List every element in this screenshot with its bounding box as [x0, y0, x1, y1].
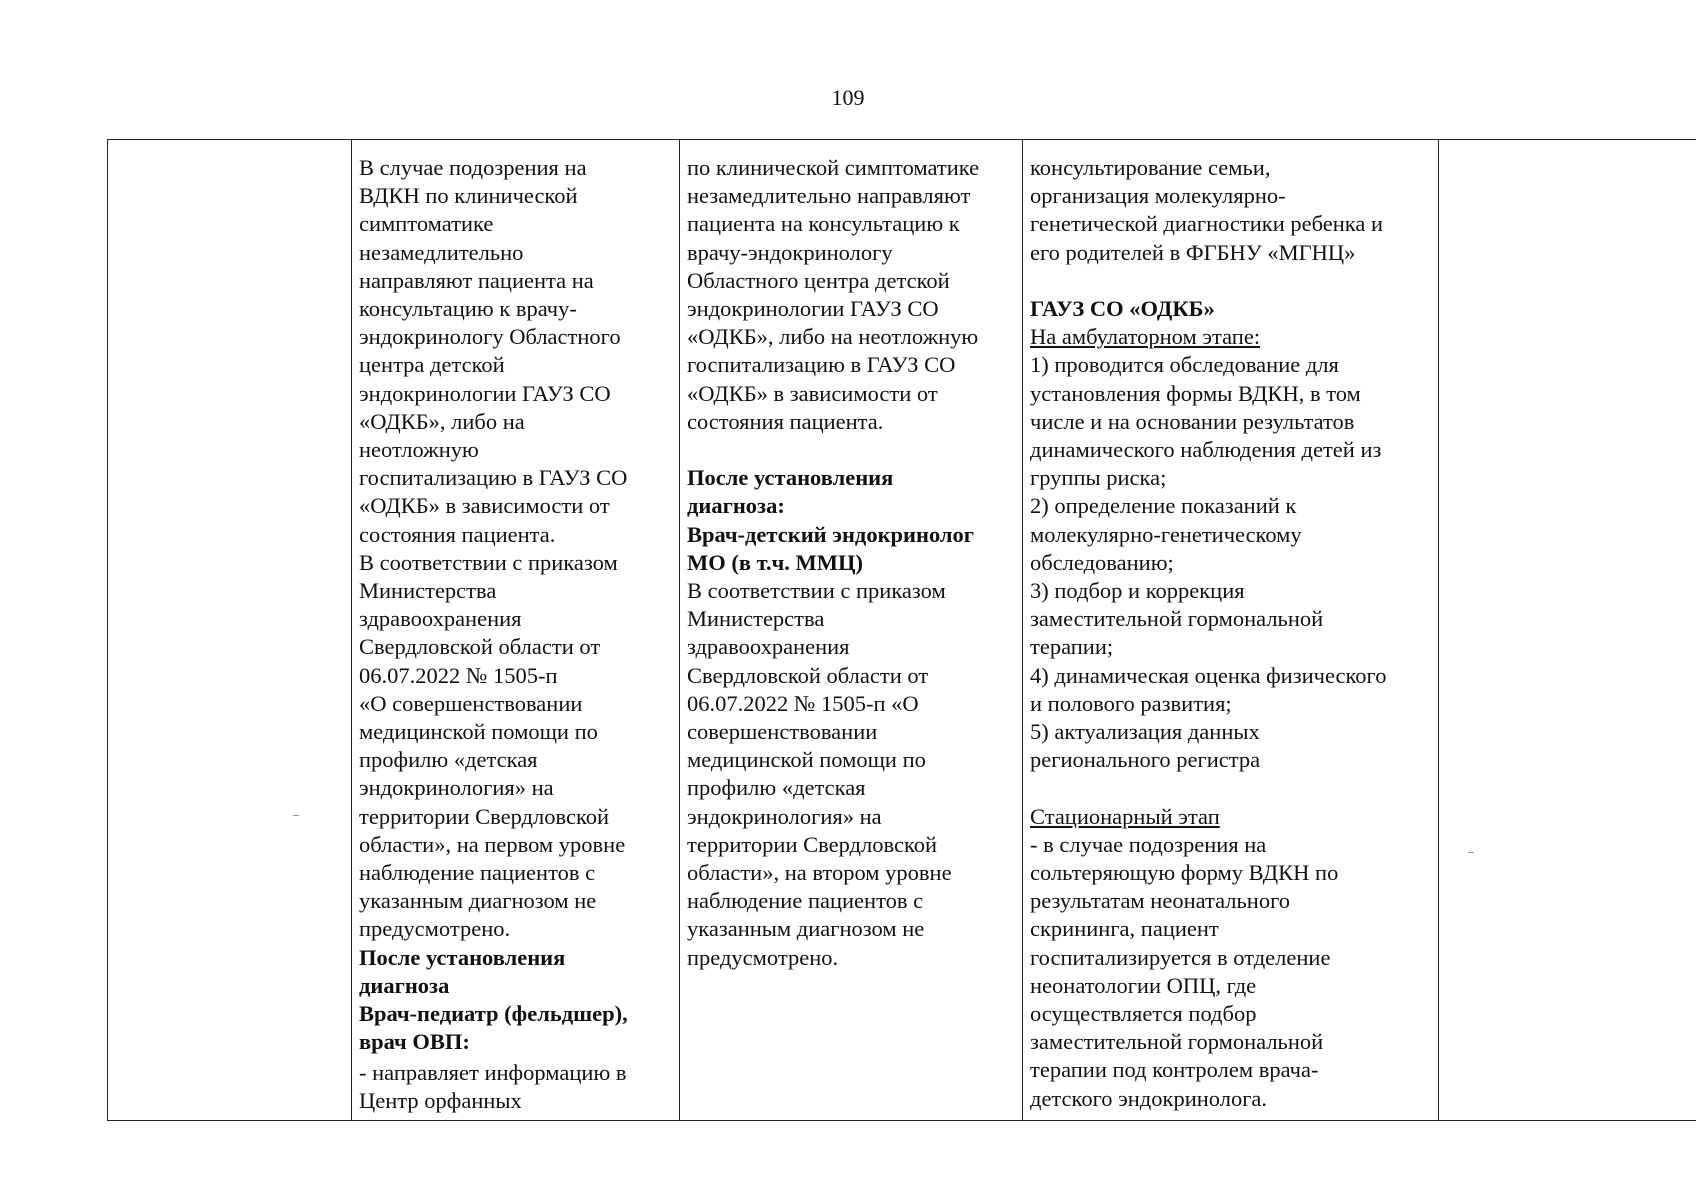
text-line: здравоохранения [687, 634, 850, 660]
text-line: незамедлительно [359, 239, 524, 265]
text-line: В случае подозрения на [359, 155, 587, 180]
text-line: генетической диагностики ребенка и [1030, 211, 1384, 237]
text-line: врачу-эндокринологу [687, 239, 893, 265]
list-item: установления формы ВДКН, в том [1030, 380, 1361, 406]
paragraph-gap [1030, 267, 1432, 295]
bold-line: После установления [359, 944, 566, 970]
text-line: наблюдение пациентов с [687, 888, 924, 914]
content-table [107, 139, 1696, 1121]
text-line: эндокринология» на [687, 803, 882, 829]
text-line: осуществляется подбор [1030, 1001, 1257, 1027]
cell-level-two [680, 140, 1023, 1121]
text-line: «О совершенствовании [359, 690, 583, 716]
text-line: территории Свердловской [359, 803, 610, 829]
text-line: области», на первом уровне [359, 831, 626, 857]
text-line: скрининга, пациент [1030, 916, 1219, 942]
text-line: состояния пациента. [687, 408, 884, 434]
text-line: «ОДКБ», либо на неотложную [687, 324, 979, 350]
text-line: наблюдение пациентов с [359, 860, 596, 886]
list-item: терапии; [1030, 634, 1114, 660]
bold-line: диагноза: [687, 493, 785, 519]
text-line: здравоохранения [359, 606, 522, 632]
list-item: молекулярно-генетическому [1030, 521, 1302, 547]
text-line: В соответствии с приказом [687, 578, 946, 604]
list-item: 1) проводится обследование для [1030, 352, 1339, 378]
text-line: медицинской помощи по [687, 747, 926, 773]
list-item: обследованию; [1030, 549, 1174, 575]
text-line: эндокринология» на [359, 775, 554, 801]
text-line: детского эндокринолога. [1030, 1085, 1268, 1111]
text-line: указанным диагнозом не [359, 888, 597, 914]
list-item: 5) актуализация данных [1030, 719, 1260, 745]
text-line: госпитализируется в отделение [1030, 944, 1331, 970]
text-line: «ОДКБ» в зависимости от [687, 380, 938, 406]
text-line: эндокринологии ГАУЗ СО [359, 380, 611, 406]
text-line: Министерства [687, 606, 825, 632]
list-item: группы риска; [1030, 465, 1167, 491]
text-line: консультирование семьи, [1030, 155, 1271, 180]
paragraph-gap [687, 436, 1016, 464]
text-line: незамедлительно направляют [687, 183, 971, 209]
text-line: пациента на консультацию к [687, 211, 960, 237]
bold-line: врач ОВП: [359, 1029, 470, 1055]
odkb-intro-text [1030, 154, 1432, 267]
list-item: 4) динамическая оценка физического [1030, 662, 1387, 688]
text-line: профилю «детская [687, 775, 866, 801]
bold-line: диагноза [359, 972, 450, 998]
text-line: медицинской помощи по [359, 719, 598, 745]
level-two-after-diagnosis-heading [687, 464, 1016, 577]
text-line: результатам неонатального [1030, 888, 1291, 914]
text-line: центра детской [359, 352, 505, 378]
text-line: госпитализацию в ГАУЗ СО [687, 352, 956, 378]
text-line: по клинической симптоматике [687, 155, 980, 180]
text-line: предусмотрено. [359, 916, 511, 942]
list-item: динамического наблюдения детей из [1030, 437, 1382, 463]
text-line: ВДКН по клинической [359, 183, 578, 209]
text-line: Областного центра детской [687, 267, 950, 293]
text-line: предусмотрено. [687, 944, 839, 970]
text-line: 06.07.2022 № 1505-п «О [687, 690, 919, 716]
text-line: - в случае подозрения на [1030, 831, 1267, 857]
level-two-tail-text [687, 577, 1016, 972]
text-line: 06.07.2022 № 1505-п [359, 662, 558, 688]
text-line: госпитализацию в ГАУЗ СО [359, 465, 628, 491]
text-line: Свердловской области от [359, 634, 601, 660]
text-line: «ОДКБ» в зависимости от [359, 493, 610, 519]
text-line: заместительной гормональной [1030, 1029, 1324, 1055]
text-line: консультацию к врачу- [359, 296, 577, 322]
ambulatory-list [1030, 351, 1432, 774]
text-line: - направляет информацию в [359, 1059, 627, 1085]
table-row [108, 140, 1696, 1121]
level-one-tail-text [359, 1059, 673, 1115]
inpatient-text [1030, 831, 1432, 1113]
list-item: 2) определение показаний к [1030, 493, 1297, 519]
text-line: эндокринологии ГАУЗ СО [687, 296, 939, 322]
bold-line: После установления [687, 465, 894, 491]
text-line: направляют пациента на [359, 267, 594, 293]
bold-line: Врач-педиатр (фельдшер), [359, 1001, 628, 1027]
level-one-after-diagnosis-heading [359, 944, 673, 1057]
bold-line: Врач-детский эндокринолог [687, 521, 975, 547]
text-line: профилю «детская [359, 747, 538, 773]
list-item: регионального регистра [1030, 747, 1261, 773]
text-line: Министерства [359, 578, 497, 604]
text-line: терапии под контролем врача- [1030, 1057, 1319, 1083]
text-line: эндокринологу Областного [359, 324, 621, 350]
list-item: 3) подбор и коррекция [1030, 578, 1245, 604]
page-number: 109 [831, 85, 865, 110]
text-line: области», на втором уровне [687, 860, 952, 886]
text-line: «ОДКБ», либо на [359, 408, 525, 434]
text-line: Центр орфанных [359, 1087, 522, 1113]
level-one-text [359, 154, 673, 944]
paragraph-gap [1030, 774, 1432, 802]
cell-empty-1 [108, 140, 352, 1121]
text-line: неонатологии ОПЦ, где [1030, 972, 1257, 998]
list-item: и полового развития; [1030, 690, 1232, 716]
text-line: сольтеряющую форму ВДКН по [1030, 860, 1339, 886]
org-title: ГАУЗ СО «ОДКБ» [1030, 296, 1215, 321]
text-line: территории Свердловской [687, 831, 938, 857]
text-line: совершенствовании [687, 719, 878, 745]
cell-odkb [1023, 140, 1439, 1121]
text-line: указанным диагнозом не [687, 916, 925, 942]
text-line: его родителей в ФГБНУ «МГНЦ» [1030, 239, 1356, 265]
text-line: В соответствии с приказом [359, 549, 618, 575]
text-line: организация молекулярно- [1030, 183, 1286, 209]
text-line: симптоматике [359, 211, 494, 237]
text-line: состояния пациента. [359, 521, 556, 547]
bold-line: МО (в т.ч. ММЦ) [687, 549, 864, 575]
text-line: Свердловской области от [687, 662, 929, 688]
list-item: числе и на основании результатов [1030, 408, 1355, 434]
cell-level-one [352, 140, 680, 1121]
inpatient-heading: Стационарный этап [1030, 803, 1220, 829]
cell-empty-5 [1439, 140, 1696, 1121]
ambulatory-heading: На амбулаторном этапе: [1030, 324, 1261, 350]
text-line: неотложную [359, 437, 479, 463]
level-two-text [687, 154, 1016, 436]
list-item: заместительной гормональной [1030, 606, 1324, 632]
